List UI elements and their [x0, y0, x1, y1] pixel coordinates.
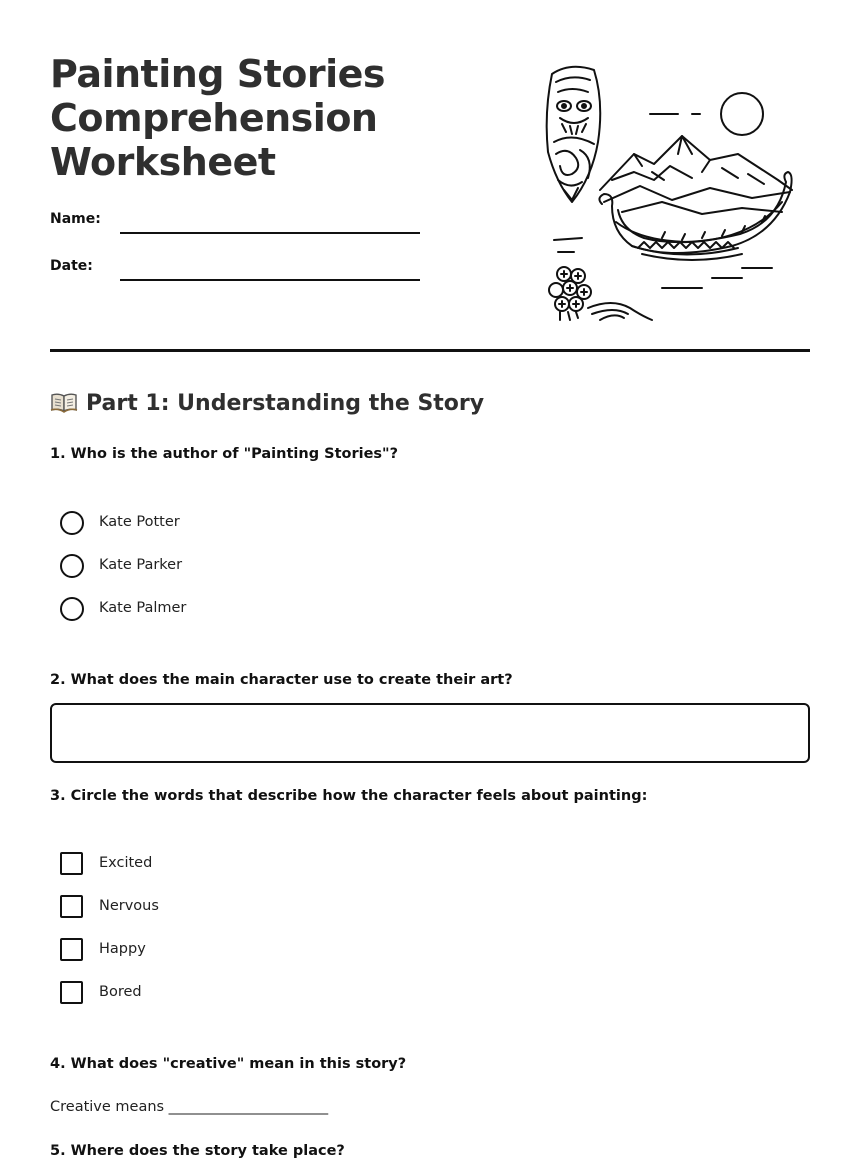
name-line[interactable] [120, 232, 420, 234]
q1-option-2-label: Kate Parker [99, 557, 183, 573]
q3-option-3[interactable] [60, 938, 360, 964]
q3-option-3-label: Happy [99, 941, 146, 957]
q3-option-2[interactable] [60, 895, 360, 921]
date-label: Date: [50, 258, 93, 274]
question-5: 5. Where does the story take place? [50, 1143, 345, 1159]
q2-answer-box[interactable] [50, 703, 810, 763]
radio-button[interactable] [60, 554, 84, 578]
radio-button[interactable] [60, 597, 84, 621]
checkbox[interactable] [60, 895, 83, 918]
header-divider [50, 349, 810, 352]
date-line[interactable] [120, 279, 420, 281]
title-line-3: Worksheet [50, 140, 276, 184]
q1-option-1-label: Kate Potter [99, 514, 180, 530]
open-book-icon [50, 391, 78, 413]
worksheet-title [50, 52, 385, 184]
date-field[interactable] [50, 257, 430, 287]
q3-option-4-label: Bored [99, 984, 142, 1000]
checkbox[interactable] [60, 981, 83, 1004]
question-3: 3. Circle the words that describe how the character feels about painting: [50, 788, 648, 804]
q3-option-4[interactable] [60, 981, 360, 1007]
q1-option-1[interactable] [60, 511, 360, 537]
name-field[interactable] [50, 210, 430, 240]
question-1: 1. Who is the author of "Painting Stories"? [50, 446, 399, 462]
title-line-2: Comprehension [50, 96, 378, 140]
part1-heading [50, 389, 484, 419]
name-label: Name: [50, 211, 101, 227]
question-4: 4. What does "creative" mean in this story? [50, 1056, 407, 1072]
q3-option-1[interactable] [60, 852, 360, 878]
checkbox[interactable] [60, 852, 83, 875]
question-2: 2. What does the main character use to create their art? [50, 672, 513, 688]
maori-illustration-icon [542, 62, 802, 324]
radio-button[interactable] [60, 511, 84, 535]
q1-option-3-label: Kate Palmer [99, 600, 187, 616]
q1-option-2[interactable] [60, 554, 360, 580]
title-line-1: Painting Stories [50, 52, 386, 96]
q1-option-3[interactable] [60, 597, 360, 623]
worksheet-page [50, 0, 810, 1161]
q4-fill-in-line[interactable]: Creative means ______________________ [50, 1099, 329, 1115]
part1-heading-text: Part 1: Understanding the Story [86, 391, 485, 416]
worksheet-header [50, 0, 810, 352]
q3-option-1-label: Excited [99, 855, 153, 871]
q3-option-2-label: Nervous [99, 898, 159, 914]
checkbox[interactable] [60, 938, 83, 961]
